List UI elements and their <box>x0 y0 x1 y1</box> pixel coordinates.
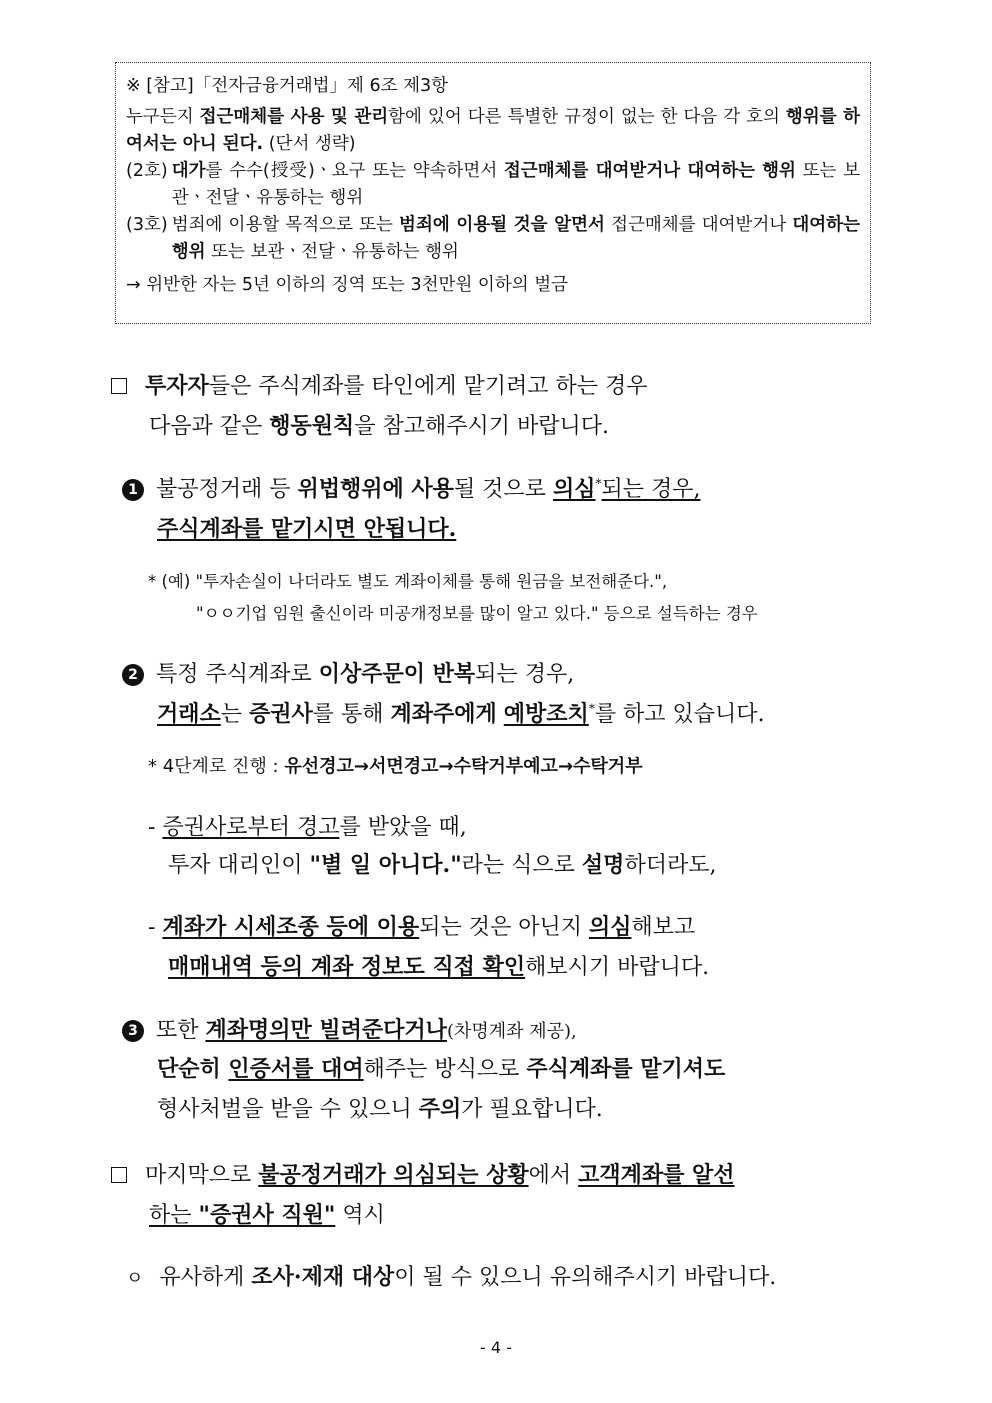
point-3-line-2: 단순히 인증서를 대여해주는 방식으로 주식계좌를 맡기셔도 <box>157 1056 726 1082</box>
reference-box <box>115 62 871 324</box>
section-2-line-2: 하는 "증권사 직원" 역시 <box>149 1202 385 1228</box>
number-2-icon: 2 <box>122 664 144 686</box>
point-3-line-3: 형사처벌을 받을 수 있으니 주의가 필요합니다. <box>157 1096 603 1122</box>
section-2-line-1: 마지막으로 불공정거래가 의심되는 상황에서 고객계좌를 알선 <box>111 1158 735 1189</box>
section-3-line: ㅇ 유사하게 조사·제재 대상이 될 수 있으니 유의해주시기 바랍니다. <box>126 1264 777 1290</box>
point-2-dash-2-line-2: 매매내역 등의 계좌 정보도 직접 확인해보시기 바랍니다. <box>168 954 710 980</box>
point-1-note-1: * (예) "투자손실이 나더라도 별도 계좌이체를 통해 원금을 보전해준다.", <box>148 572 668 591</box>
point-1-note-2: "ㅇㅇ기업 임원 출신이라 미공개정보를 많이 알고 있다." 등으로 설득하는 경우 <box>196 604 758 623</box>
checkbox-bullet-icon <box>111 1167 127 1183</box>
point-3-line-1: 3 또한 계좌명의만 빌려준다거나(차명계좌 제공), <box>122 1013 577 1044</box>
number-1-icon: 1 <box>122 479 144 501</box>
page-number: - 4 - <box>480 1338 512 1357</box>
reference-penalty: → 위반한 자는 5년 이하의 징역 또는 3천만원 이하의 벌금 <box>126 275 568 295</box>
point-2-dash-1-line-2: 투자 대리인이 "별 일 아니다."라는 식으로 설명하더라도, <box>168 852 717 878</box>
point-2-dash-1-line-1: - 증권사로부터 경고를 받았을 때, <box>148 815 467 840</box>
number-3-icon: 3 <box>122 1020 144 1042</box>
reference-item-3: (3호) 범죄에 이용할 목적으로 또는 범죄에 이용될 것을 알면서 접근매체를 대여받거나 대여하는 행위 또는 보관ㆍ전달ㆍ유통하는 행위 <box>126 215 860 262</box>
circle-bullet-icon: ㅇ <box>126 1268 144 1289</box>
reference-item-2: (2호) 대가를 수수(授受)ㆍ요구 또는 약속하면서 접근매체를 대여받거나 대여하는 행위 또는 보관ㆍ전달ㆍ유통하는 행위 <box>126 161 860 208</box>
point-2-dash-2-line-1: - 계좌가 시세조종 등에 이용되는 것은 아닌지 의심해보고 <box>148 914 696 940</box>
reference-title: ※ [참고]「전자금융거래법」제 6조 제3항 <box>126 76 449 96</box>
reference-paragraph: 누구든지 접근매체를 사용 및 관리함에 있어 다른 특별한 규정이 없는 한 다음 각 호의 행위를 하여서는 아니 된다. (단서 생략) <box>126 107 861 154</box>
section-1-line-1: 투자자들은 주식계좌를 타인에게 맡기려고 하는 경우 <box>111 369 648 400</box>
point-2-note: * 4단계로 진행 : 유선경고→서면경고→수탁거부예고→수탁거부 <box>148 756 643 777</box>
section-1-line-2: 다음과 같은 행동원칙을 참고해주시기 바랍니다. <box>149 413 610 439</box>
point-2-line-2: 거래소는 증권사를 통해 계좌주에게 예방조치*를 하고 있습니다. <box>157 701 765 727</box>
checkbox-bullet-icon <box>111 378 127 394</box>
point-1-line-1: 1 불공정거래 등 위법행위에 사용될 것으로 의심*되는 경우, <box>122 472 700 503</box>
point-1-line-2: 주식계좌를 맡기시면 안됩니다. <box>157 516 457 542</box>
point-2-line-1: 2 특정 주식계좌로 이상주문이 반복되는 경우, <box>122 657 574 688</box>
